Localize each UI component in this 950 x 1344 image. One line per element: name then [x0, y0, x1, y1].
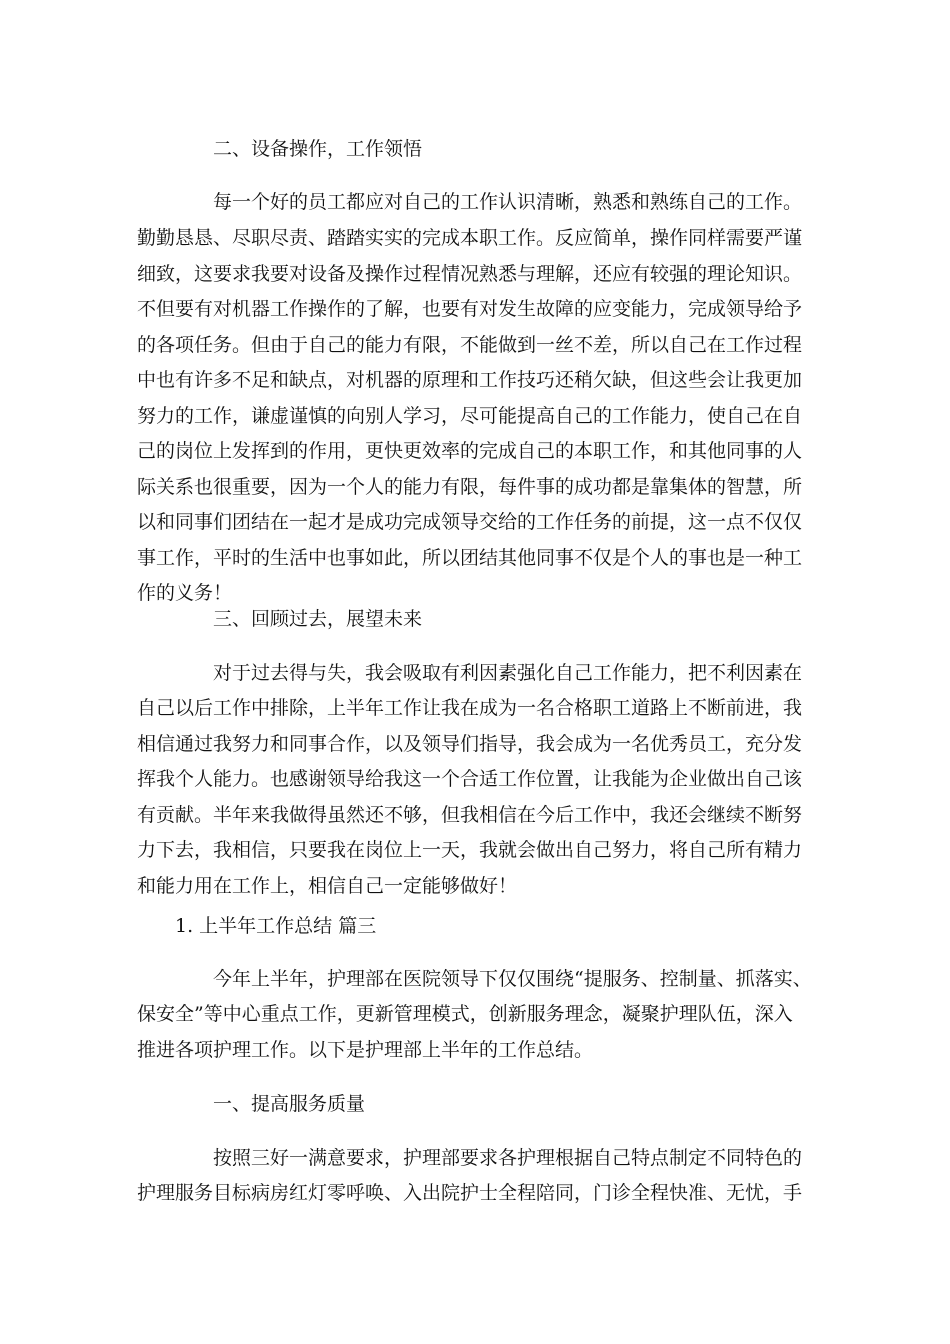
- paragraph-line: 和能力用在工作上，相信自己一定能够做好！: [137, 875, 518, 897]
- paragraph-line: 际关系也很重要，因为一个人的能力有限，每件事的成功都是靠集体的智慧，所: [137, 476, 803, 498]
- section-heading-equipment: 二、设备操作，工作领悟: [213, 138, 423, 160]
- paragraph-line: 力下去，我相信，只要我在岗位上一天，我就会做出自己努力，将自己所有精力: [137, 839, 803, 861]
- paragraph-line: 保安全”等中心重点工作，更新管理模式，创新服务理念，凝聚护理队伍，深入: [137, 1003, 793, 1025]
- paragraph-line: 的各项任务。但由于自己的能力有限，不能做到一丝不差，所以自己在工作过程: [137, 334, 803, 356]
- paragraph-line: 护理服务目标病房红灯零呼唤、入出院护士全程陪同，门诊全程快准、无忧，手: [137, 1182, 803, 1204]
- paragraph-line: 不但要有对机器工作操作的了解，也要有对发生故障的应变能力，完成领导给予: [137, 298, 803, 320]
- paragraph-line: 细致，这要求我要对设备及操作过程情况熟悉与理解，还应有较强的理论知识。: [137, 263, 803, 285]
- paragraph-line: 事工作，平时的生活中也事如此，所以团结其他同事不仅是个人的事也是一种工: [137, 547, 803, 569]
- paragraph-line: 作的义务！: [137, 582, 233, 604]
- paragraph-line: 挥我个人能力。也感谢领导给我这一个合适工作位置，让我能为企业做出自己该: [137, 768, 803, 790]
- paragraph-line: 有贡献。半年来我做得虽然还不够，但我相信在今后工作中，我还会继续不断努: [137, 804, 803, 826]
- paragraph-line: 以和同事们团结在一起才是成功完成领导交给的工作任务的前提，这一点不仅仅: [137, 511, 803, 533]
- section-heading-service: 一、提高服务质量: [213, 1093, 366, 1115]
- paragraph-line: 己的岗位上发挥到的作用，更快更效率的完成自己的本职工作，和其他同事的人: [137, 440, 803, 462]
- paragraph-line: 相信通过我努力和同事合作，以及领导们指导，我会成为一名优秀员工，充分发: [137, 733, 803, 755]
- paragraph-line: 努力的工作，谦虚谨慎的向别人学习，尽可能提高自己的工作能力，使自己在自: [137, 405, 803, 427]
- paragraph-line: 勤勤恳恳、尽职尽责、踏踏实实的完成本职工作。反应简单，操作同样需要严谨: [137, 227, 803, 249]
- paragraph-line: 按照三好一满意要求，护理部要求各护理根据自己特点制定不同特色的: [213, 1147, 803, 1169]
- paragraph-line: 今年上半年，护理部在医院领导下仅仅围绕“提服务、控制量、抓落实、: [213, 968, 812, 990]
- paragraph-line: 自己以后工作中排除，上半年工作让我在成为一名合格职工道路上不断前进，我: [137, 697, 803, 719]
- section-heading-review: 三、回顾过去，展望未来: [213, 608, 423, 630]
- paragraph-line: 中也有许多不足和缺点，对机器的原理和工作技巧还稍欠缺，但这些会让我更加: [137, 369, 803, 391]
- paragraph-line: 每一个好的员工都应对自己的工作认识清晰，熟悉和熟练自己的工作。: [213, 191, 803, 213]
- chapter-heading: 1. 上半年工作总结 篇三: [175, 915, 377, 937]
- paragraph-line: 对于过去得与失，我会吸取有利因素强化自己工作能力，把不利因素在: [213, 662, 803, 684]
- paragraph-line: 推进各项护理工作。以下是护理部上半年的工作总结。: [137, 1039, 594, 1061]
